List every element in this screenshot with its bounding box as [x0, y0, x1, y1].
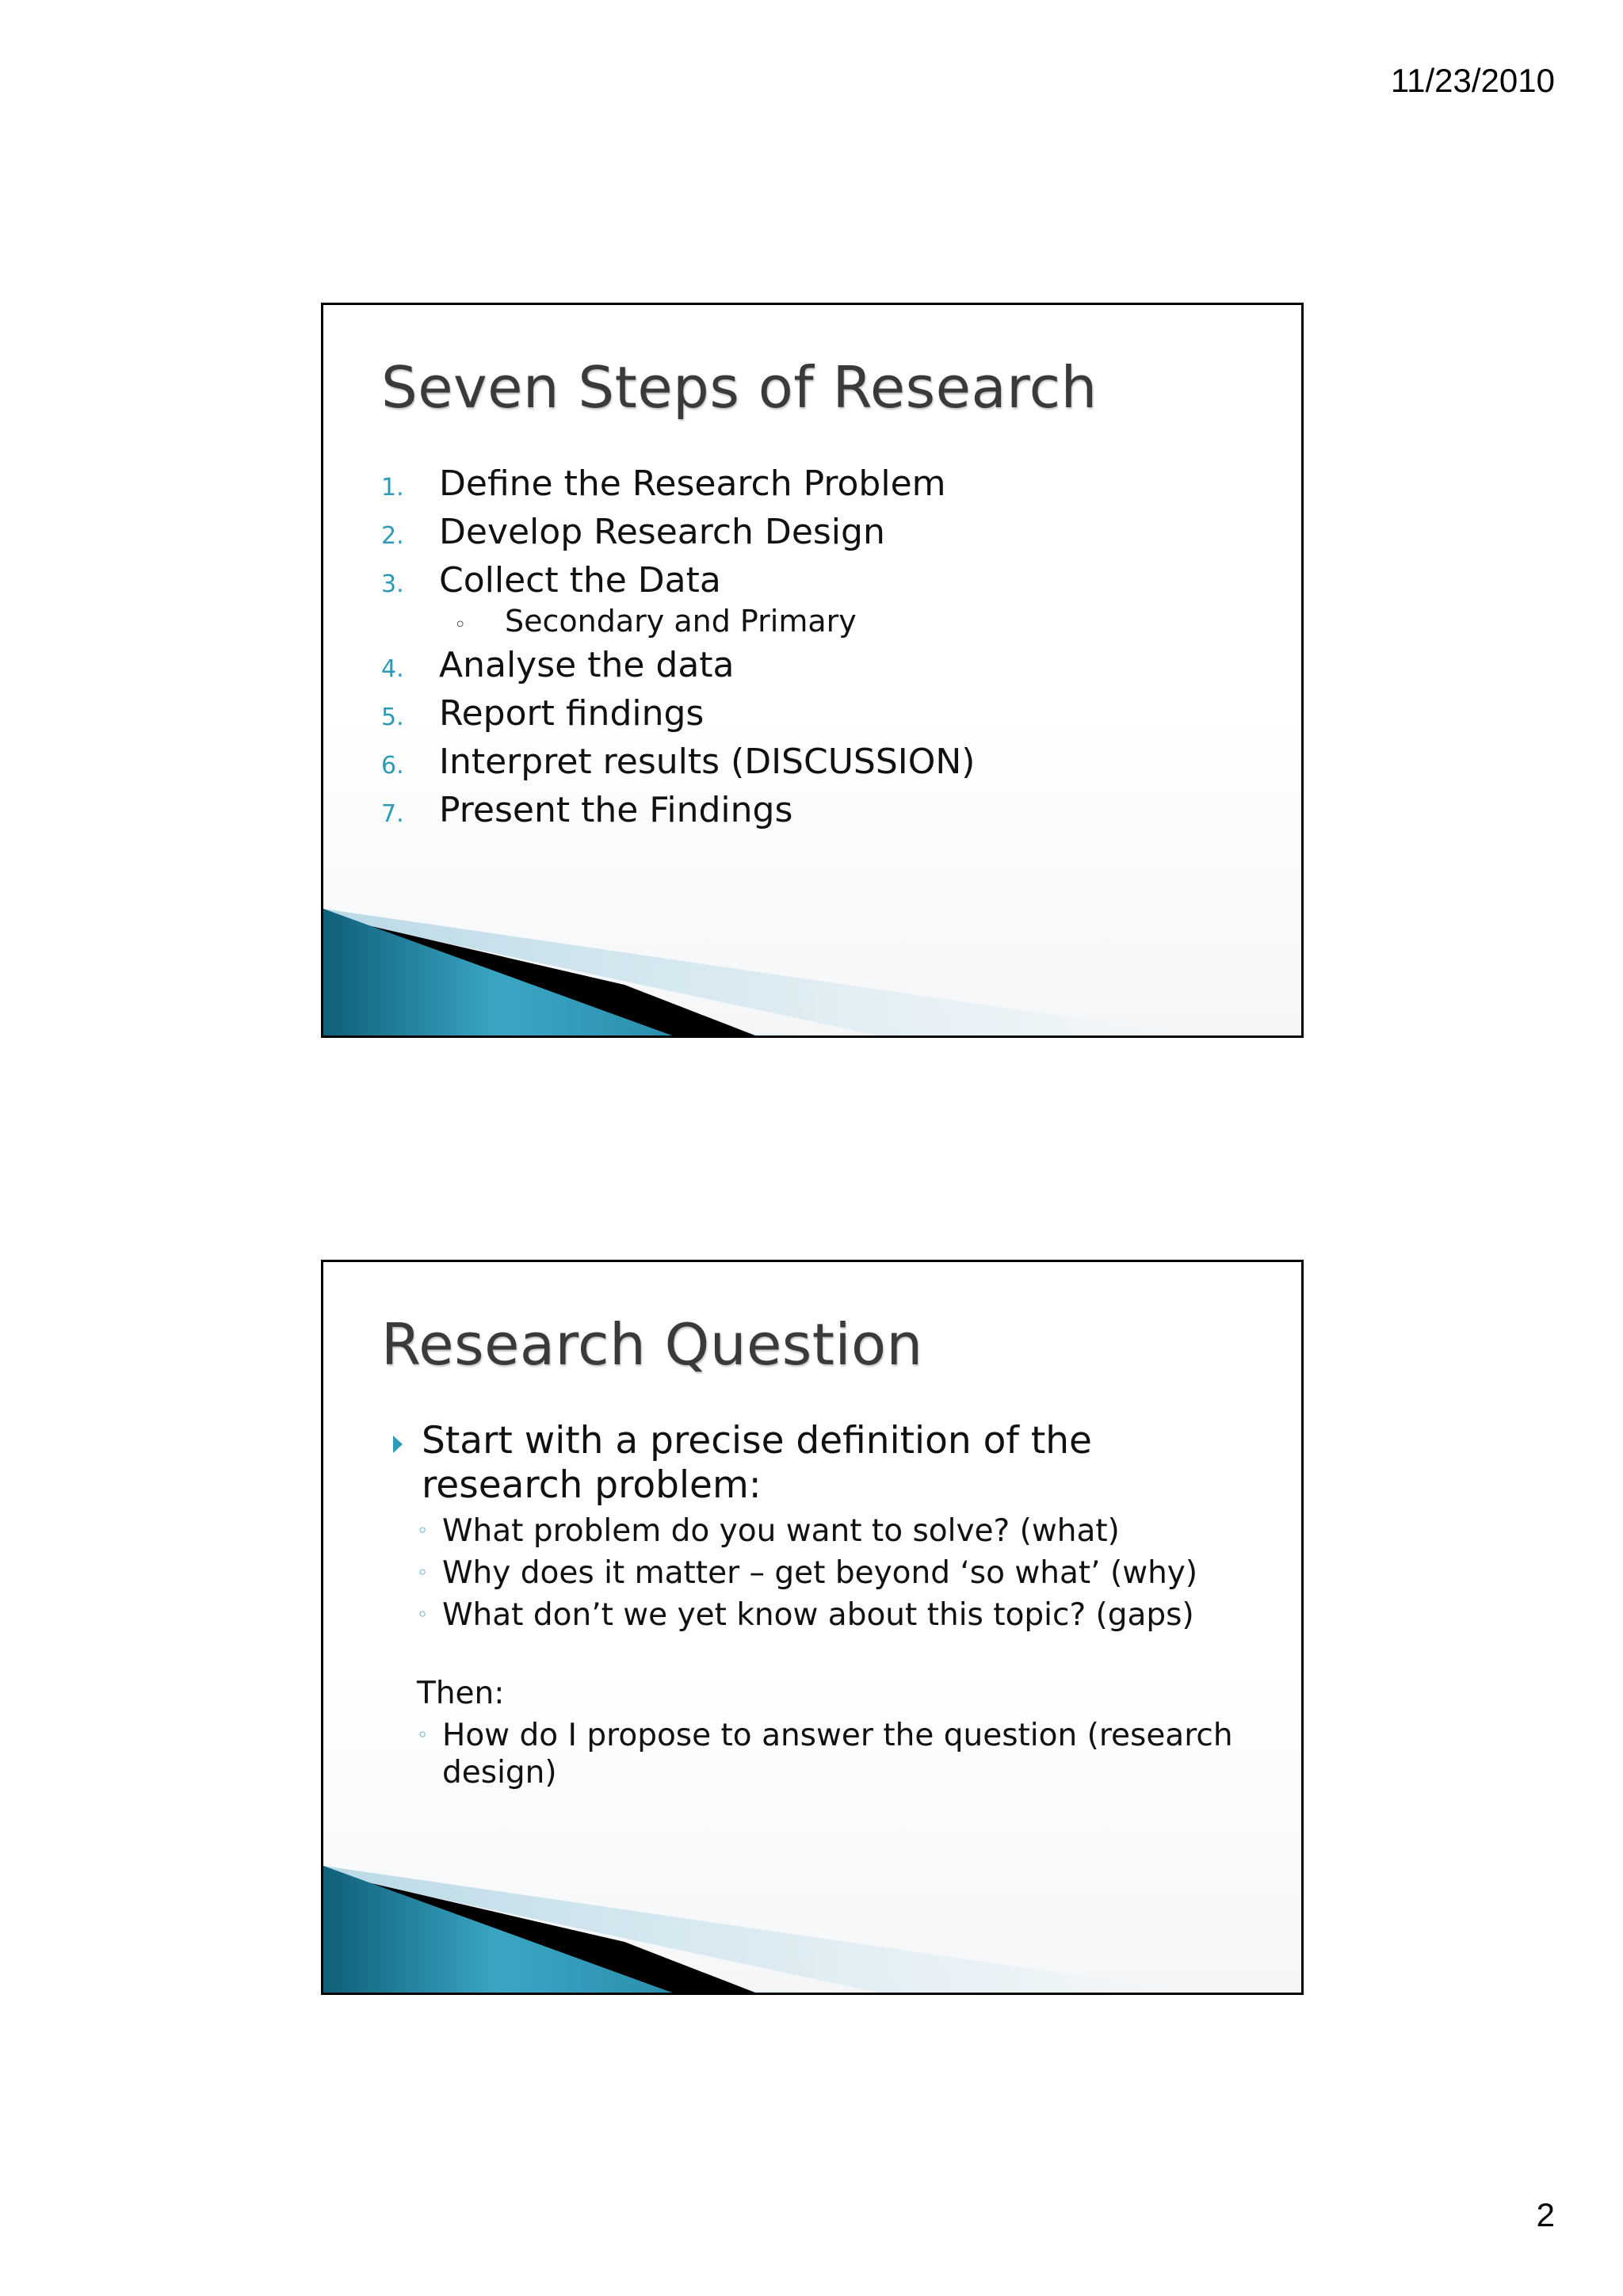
slide-body [393, 1419, 1257, 1796]
then-list [393, 1717, 1257, 1791]
step-text: Collect the Data [439, 560, 721, 601]
list-item [381, 512, 975, 560]
ring-bullet-icon: ◦ [454, 613, 467, 637]
step-number: 7. [381, 800, 404, 828]
lead-bullet [393, 1419, 1257, 1508]
step-text: Present the Findings [439, 790, 793, 830]
subpoint-text: How do I propose to answer the question (research design) [442, 1718, 1233, 1791]
subpoint-text: What problem do you want to solve? (what) [442, 1513, 1120, 1549]
step-number: 3. [381, 570, 404, 598]
slide-corner-swoosh [323, 909, 1304, 1035]
step-number: 5. [381, 704, 404, 731]
list-item [417, 1717, 1257, 1791]
ring-bullet-icon: ◦ [417, 1520, 429, 1542]
ring-bullet-icon: ◦ [417, 1562, 429, 1584]
list-item [381, 463, 975, 512]
list-item [381, 560, 975, 608]
list-item [417, 1554, 1257, 1592]
step-text: Analyse the data [439, 645, 735, 685]
list-item [381, 742, 975, 790]
triangle-bullet-icon [393, 1436, 403, 1453]
step-number: 1. [381, 474, 404, 502]
list-item [381, 790, 975, 838]
slide-title: Research Question [381, 1311, 923, 1378]
page-number: 2 [1536, 2196, 1555, 2233]
sub-item-text: Secondary and Primary [505, 604, 857, 639]
ring-bullet-icon: ◦ [417, 1724, 429, 1746]
list-item [417, 1512, 1257, 1550]
subpoint-text: What don’t we yet know about this topic? (gaps) [442, 1597, 1194, 1633]
step-text: Develop Research Design [439, 512, 885, 552]
subpoint-text: Why does it matter – get beyond ‘so what’ (why) [442, 1555, 1198, 1591]
list-item [381, 645, 975, 693]
step-number: 4. [381, 655, 404, 683]
slide-title: Seven Steps of Research [381, 354, 1098, 421]
slide-research-question [321, 1260, 1304, 1995]
lead-text: Start with a precise definition of the research problem: [422, 1419, 1092, 1507]
step-number: 2. [381, 522, 404, 550]
slide-seven-steps [321, 303, 1304, 1038]
list-item [417, 1596, 1257, 1634]
page-date: 11/23/2010 [1390, 62, 1555, 99]
step-number: 6. [381, 752, 404, 780]
step-text: Report findings [439, 693, 705, 734]
step-text: Interpret results (DISCUSSION) [439, 742, 976, 782]
step-text: Define the Research Problem [439, 463, 946, 504]
subpoints-list [393, 1512, 1257, 1634]
sub-list-item [381, 604, 975, 645]
then-label: Then: [417, 1676, 505, 1711]
slide-corner-swoosh [323, 1866, 1304, 1993]
ring-bullet-icon: ◦ [417, 1604, 429, 1626]
steps-list [381, 463, 975, 838]
list-item [381, 693, 975, 742]
